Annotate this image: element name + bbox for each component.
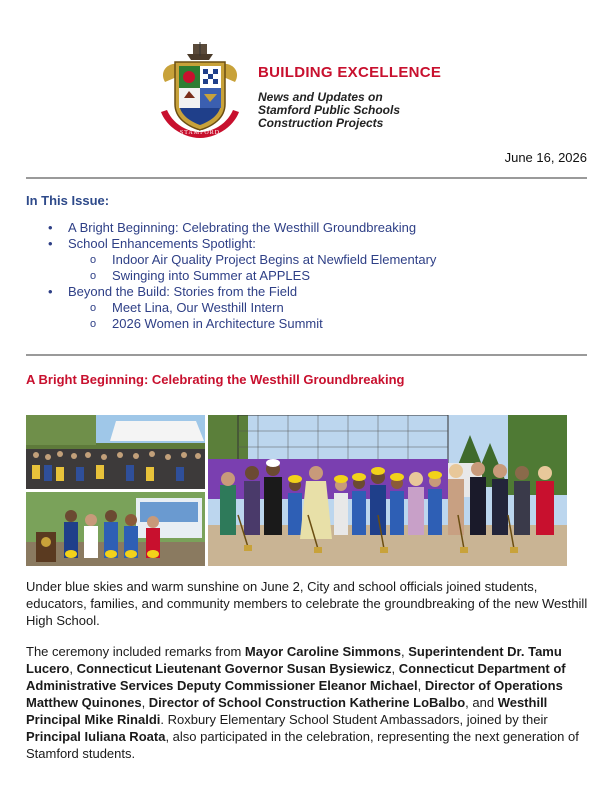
table-of-contents	[48, 220, 436, 332]
text: ,	[141, 695, 149, 710]
toc-link-school-enhancements[interactable]: • School Enhancements Spotlight:	[48, 236, 436, 252]
divider	[26, 354, 587, 356]
text: ,	[417, 678, 425, 693]
in-this-issue-heading: In This Issue:	[26, 193, 110, 208]
speaker-name: Principal Iuliana Roata	[26, 729, 166, 744]
photo-crowd-under-tent	[26, 415, 205, 489]
article-paragraph: Under blue skies and warm sunshine on June 2, City and school officials joined students, educators, families, and community members to celebrate the groundbreaking of the new Westhill High School.	[26, 579, 588, 628]
subtitle-line: Stamford Public Schools	[258, 103, 401, 117]
text: The ceremony included remarks from	[26, 644, 245, 659]
toc-link-indoor-air-quality[interactable]: o Indoor Air Quality Project Begins at Newfield Elementary	[48, 252, 436, 268]
article-paragraph	[26, 643, 592, 762]
speaker-name: Connecticut Lieutenant Governor Susan Bysiewicz	[76, 661, 392, 676]
stamford-crest-logo	[157, 42, 243, 140]
toc-link-women-architecture[interactable]: o 2026 Women in Architecture Summit	[48, 316, 436, 332]
newsletter-title: BUILDING EXCELLENCE	[258, 64, 442, 81]
newsletter-subtitle	[258, 91, 400, 130]
photo-students-with-hard-hats	[26, 492, 205, 566]
toc-link-apples[interactable]: o Swinging into Summer at APPLES	[48, 268, 436, 284]
toc-link-beyond-the-build[interactable]: • Beyond the Build: Stories from the Field	[48, 284, 436, 300]
divider	[26, 177, 587, 179]
text: ,	[391, 661, 399, 676]
speaker-name: Director of Operations Matthew Quinones	[26, 678, 563, 710]
photo-groundbreaking-ceremony	[208, 415, 567, 566]
toc-link-meet-lina[interactable]: o Meet Lina, Our Westhill Intern	[48, 300, 436, 316]
toc-link-westhill-groundbreaking[interactable]: • A Bright Beginning: Celebrating the Westhill Groundbreaking	[48, 220, 436, 236]
text: . Roxbury Elementary School Student Ambassadors, joined by their	[160, 712, 548, 727]
text: ,	[400, 644, 409, 659]
issue-date: June 16, 2026	[504, 150, 587, 165]
article-title: A Bright Beginning: Celebrating the Westhill Groundbreaking	[26, 372, 405, 387]
text: , and	[465, 695, 498, 710]
subtitle-line: News and Updates on	[258, 90, 383, 104]
speaker-name: Westhill Principal Mike Rinaldi	[26, 695, 548, 727]
text: ,	[69, 661, 77, 676]
subtitle-line: Construction Projects	[258, 116, 384, 130]
text: , also participated in the celebration, representing the next generation of Stamford students.	[26, 729, 579, 761]
svg-text:STAMFORD: STAMFORD	[179, 130, 221, 136]
speaker-name: Mayor Caroline Simmons	[244, 644, 401, 659]
speaker-name: Superintendent Dr. Tamu Lucero	[26, 644, 562, 676]
speaker-name: Director of School Construction Katherine LoBalbo	[148, 695, 466, 710]
speaker-name: Connecticut Department of Administrative Services Deputy Commissioner Eleanor Michael	[26, 661, 566, 693]
